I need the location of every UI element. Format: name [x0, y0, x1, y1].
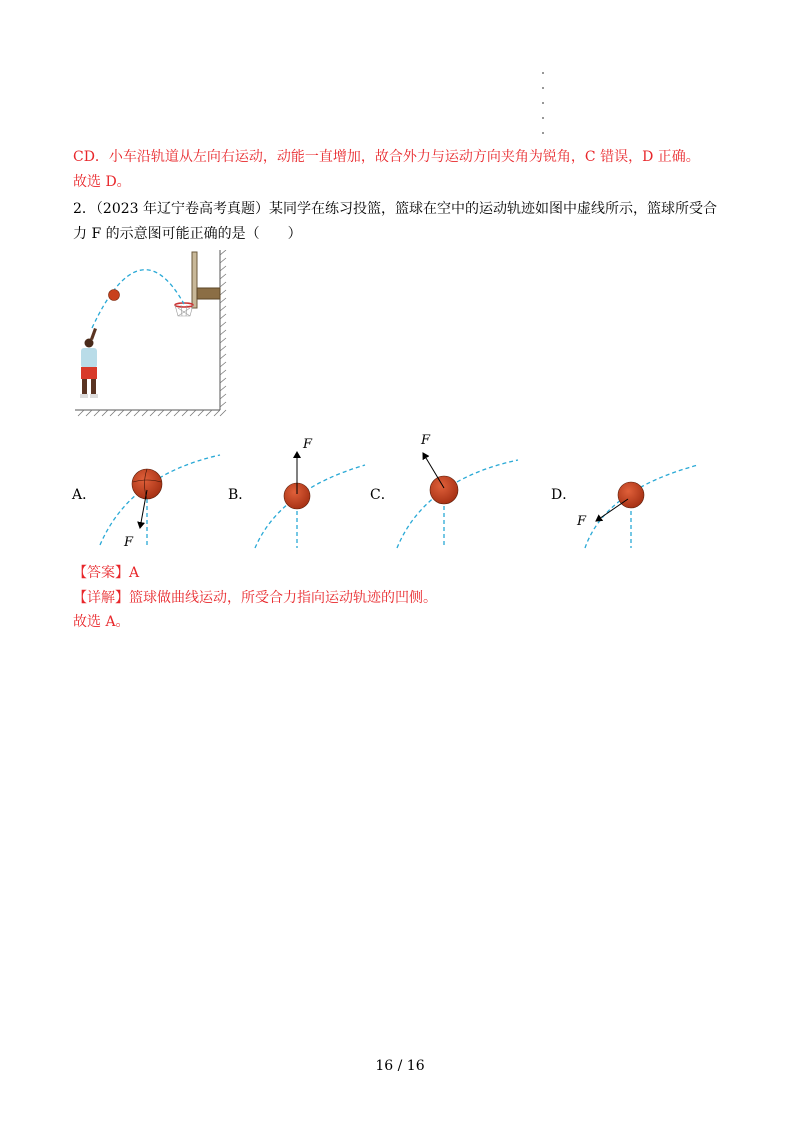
basketball-scene: [70, 250, 235, 425]
option-figures: [0, 430, 800, 555]
question-line2: 力 F 的示意图可能正确的是（ ）: [73, 226, 302, 242]
figure-option-a: [100, 455, 220, 550]
explanation-conclusion: 故选 A。: [73, 614, 130, 630]
page-number: 16 / 16: [375, 1058, 425, 1074]
answer-tag: 【答案】: [73, 565, 129, 581]
answer-line: [73, 563, 139, 583]
explanation-line: [73, 588, 437, 608]
figure-option-b: [255, 437, 365, 548]
prev-answer-line1: CD．小车沿轨道从左向右运动，动能一直增加，故合外力与运动方向夹角为锐角，C 错误，D 正确。: [73, 149, 700, 165]
option-a-force-label: F: [124, 535, 134, 550]
bracket: [197, 288, 220, 299]
decorative-dots: [540, 72, 546, 147]
figure-option-c: [397, 433, 518, 548]
hatching: [78, 250, 226, 416]
option-c-label: C．: [370, 487, 395, 503]
option-d-label: D．: [551, 487, 577, 503]
option-a-label: A．: [72, 487, 97, 503]
option-c-force-label: F: [421, 433, 431, 448]
explanation-text: 篮球做曲线运动，所受合力指向运动轨迹的凹侧。: [129, 590, 437, 606]
player-figure: [80, 328, 98, 398]
question-line1: 2．（2023 年辽宁卷高考真题）某同学在练习投篮，篮球在空中的运动轨迹如图中虚线所示，篮球所受合: [73, 201, 717, 217]
backboard: [192, 252, 197, 308]
prev-answer-line2: 故选 D。: [73, 174, 131, 190]
option-d-force-label: F: [577, 514, 587, 529]
ball: [109, 290, 120, 301]
explanation-tag: 【详解】: [73, 590, 129, 606]
answer-value: A: [129, 565, 140, 581]
option-b-force-label: F: [303, 437, 313, 452]
figure-option-d: [576, 465, 698, 548]
trajectory: [92, 270, 184, 328]
option-b-label: B．: [228, 487, 253, 503]
